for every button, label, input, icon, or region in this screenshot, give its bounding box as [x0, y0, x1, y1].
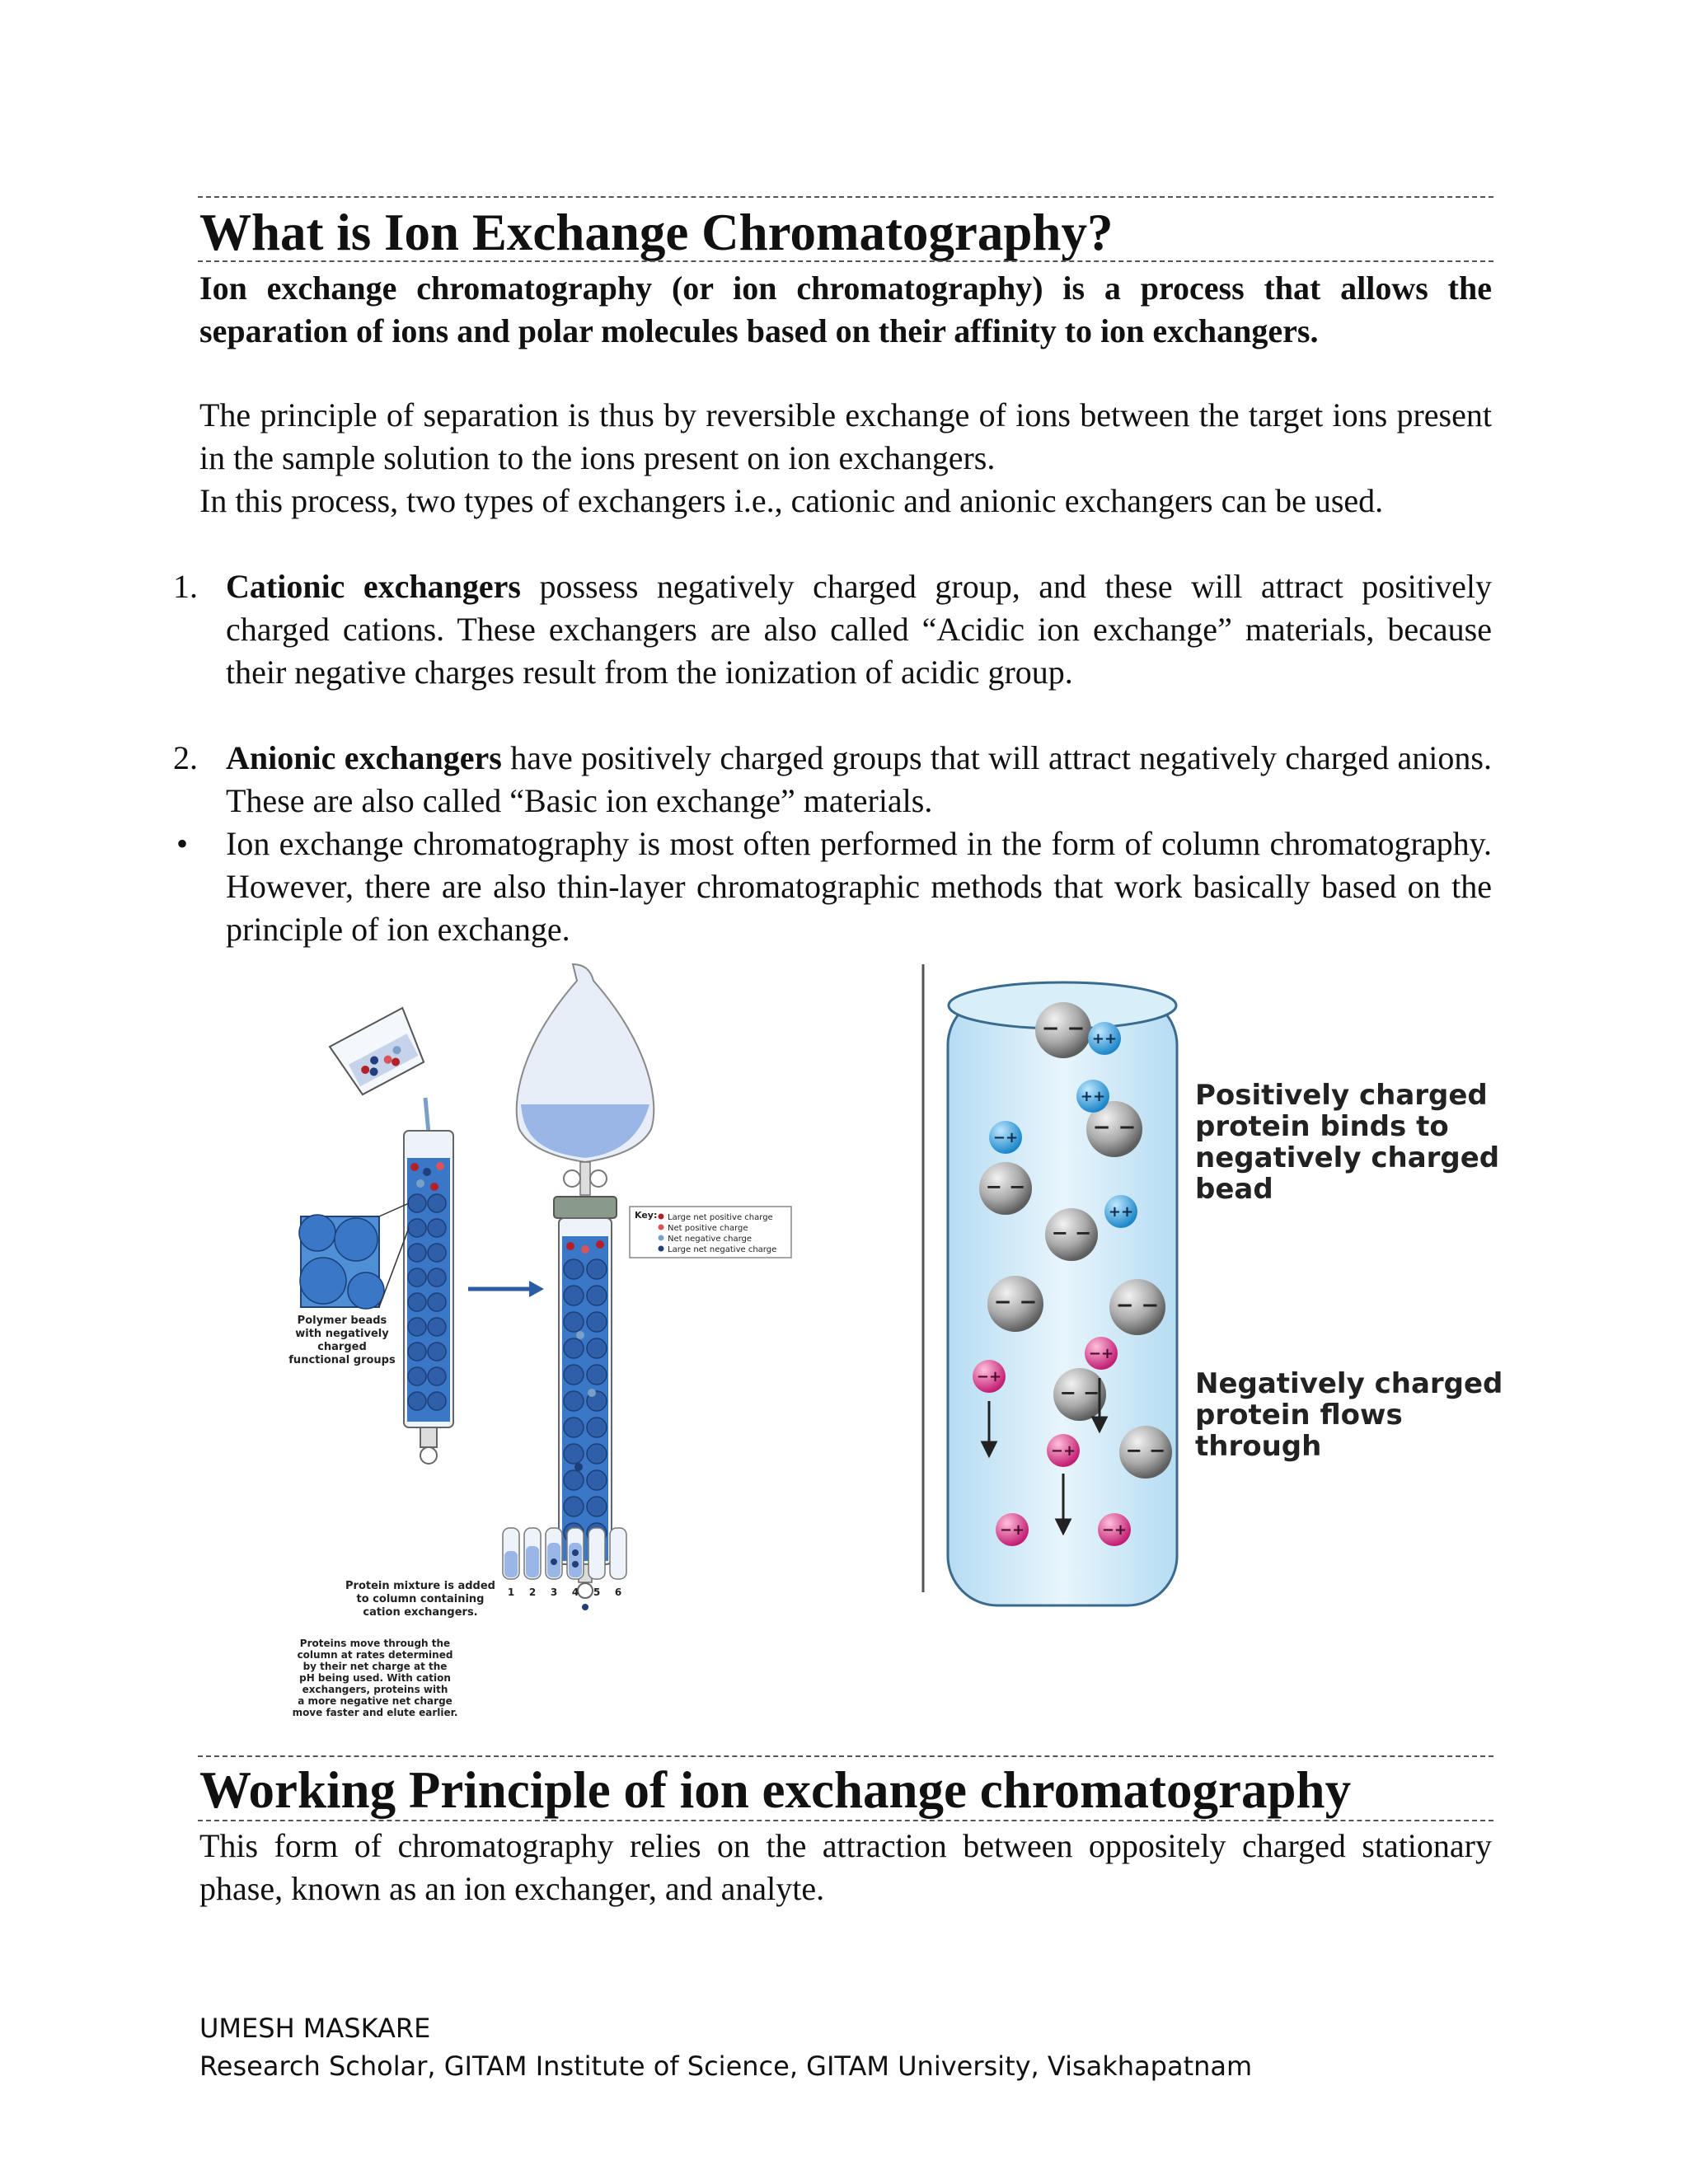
key-label: Net negative charge: [668, 1235, 753, 1244]
negative-protein: [1085, 1337, 1118, 1370]
bead-binding-diagram: [948, 982, 1503, 1605]
types-paragraph: In this process, two types of exchangers i.e., cationic and anionic exchangers can be used.: [199, 482, 1384, 519]
section2-paragraph: This form of chromatography relies on the attraction between oppositely charged stationary phase, known as an ion exchanger, and analyte.: [199, 1827, 1492, 1907]
bullet-marker: •: [176, 825, 189, 862]
positive-protein: [1076, 1080, 1109, 1113]
bottom-label-line: protein flows: [1195, 1399, 1403, 1432]
title-rule-bottom: [198, 260, 1493, 262]
top-label-line: Positively charged: [1195, 1079, 1488, 1112]
cation-exchange-column: [404, 1131, 453, 1464]
section2-rule-bottom: [198, 1820, 1493, 1821]
list-marker: 2.: [173, 739, 198, 776]
negative-bead: [979, 1162, 1032, 1215]
negative-bead: [1109, 1279, 1165, 1335]
beads-label-line: functional groups: [288, 1354, 396, 1366]
added-label-line: Protein mixture is added: [345, 1580, 495, 1592]
move-label: [293, 1638, 458, 1718]
negative-bead: [1035, 1002, 1091, 1058]
list-term: Cationic exchangers: [226, 568, 521, 605]
svg-text:−+: −+: [1050, 1442, 1076, 1460]
tube-number: 3: [550, 1586, 558, 1598]
key-label: Large net positive charge: [668, 1213, 773, 1222]
key-label: Large net negative charge: [668, 1245, 777, 1254]
svg-text:− −: − −: [985, 1175, 1026, 1198]
bottom-label-line: Negatively charged: [1195, 1367, 1503, 1400]
svg-text:− −: − −: [993, 1290, 1038, 1315]
eluting-column: [554, 1197, 617, 1610]
column-diagram: [288, 964, 791, 1718]
arrow-right-icon: [468, 1281, 544, 1297]
move-label-line: column at rates determined: [297, 1649, 453, 1661]
svg-text:++: ++: [1080, 1088, 1106, 1105]
tube-number: 2: [528, 1586, 537, 1598]
top-label-line: negatively charged: [1195, 1141, 1500, 1174]
top-label-line: bead: [1195, 1173, 1273, 1206]
svg-text:− −: − −: [1041, 1016, 1085, 1041]
svg-text:++: ++: [1091, 1030, 1118, 1047]
list-item-text: [226, 737, 1492, 823]
list-desc: possess negatively charged group, and these will attract positively charged cations. These exchangers are also called “Acidic ion exchange” materials, because their negative charges result from the ionization of acidic group.: [226, 568, 1492, 691]
tube-number: 5: [593, 1586, 601, 1598]
move-label-line: a more negative net charge: [298, 1695, 452, 1707]
tube-number: 4: [571, 1586, 579, 1598]
ion-exchange-figure: [264, 956, 1517, 1718]
negative-protein: [1047, 1434, 1080, 1467]
svg-text:− −: − −: [1092, 1115, 1137, 1140]
separatory-funnel: [517, 964, 654, 1195]
top-label: [1195, 1079, 1499, 1206]
added-label-line: to column containing: [356, 1593, 485, 1605]
magnified-beads: [288, 1203, 409, 1366]
key-label: Net positive charge: [668, 1224, 748, 1233]
negative-bead: [1045, 1208, 1098, 1261]
key-swatch: [659, 1235, 664, 1241]
title-rule-top: [198, 196, 1493, 198]
list-item-text: [226, 565, 1492, 694]
move-label-line: exchangers, proteins with: [302, 1684, 448, 1695]
negative-bead: [987, 1276, 1043, 1332]
bottom-label-line: through: [1195, 1430, 1322, 1463]
svg-text:−+: −+: [992, 1129, 1019, 1146]
svg-text:−+: −+: [1101, 1521, 1128, 1539]
section2-title: Working Principle of ion exchange chromatography: [199, 1761, 1352, 1819]
key-swatch: [659, 1214, 664, 1220]
key-swatch: [659, 1246, 664, 1252]
list-desc: have positively charged groups that will attract negatively charged anions. These are also called “Basic ion exchange” materials.: [226, 739, 1492, 819]
negative-protein: [973, 1360, 1006, 1393]
added-label-line: cation exchangers.: [363, 1606, 478, 1619]
positive-protein: [1088, 1022, 1121, 1055]
beads-label-line: with negatively: [295, 1328, 389, 1340]
svg-text:−+: −+: [999, 1521, 1025, 1539]
bottom-label: [1195, 1367, 1503, 1463]
negative-bead: [1053, 1368, 1106, 1421]
footer-name: UMESH MASKARE: [199, 2013, 431, 2044]
move-label-line: move faster and elute earlier.: [292, 1707, 458, 1718]
charge-key: [630, 1207, 791, 1258]
beaker-icon: [330, 1008, 429, 1098]
negative-protein: [996, 1513, 1029, 1546]
section2-rule-top: [198, 1755, 1493, 1757]
list-marker: 1.: [173, 568, 198, 605]
positive-protein: [1104, 1195, 1137, 1228]
svg-text:++: ++: [1108, 1203, 1134, 1221]
tube-number: 6: [614, 1586, 622, 1598]
key-swatch: [659, 1225, 664, 1230]
list-desc: Ion exchange chromatography is most often performed in the form of column chromatography. However, there are also thin-layer chromatographic methods that work basically based on the principle of ion exchange.: [226, 825, 1492, 948]
beads-label-line: Polymer beads: [297, 1315, 387, 1327]
svg-text:− −: − −: [1059, 1381, 1100, 1404]
positive-protein: [989, 1121, 1022, 1154]
beads-label-line: charged: [317, 1341, 367, 1353]
list-item-text: [226, 823, 1492, 951]
negative-bead: [1119, 1426, 1172, 1479]
svg-text:− −: − −: [1115, 1293, 1160, 1318]
top-label-line: protein binds to: [1195, 1110, 1449, 1143]
move-label-line: pH being used. With cation: [299, 1672, 451, 1684]
move-label-line: by their net charge at the: [302, 1661, 448, 1672]
section1-title: What is Ion Exchange Chromatography?: [199, 204, 1114, 261]
svg-text:− −: − −: [1051, 1221, 1092, 1244]
svg-text:− −: − −: [1125, 1439, 1166, 1462]
intro-paragraph: Ion exchange chromatography (or ion chromatography) is a process that allows the separation of ions and polar molecules based on their affinity to ion exchangers.: [199, 269, 1492, 349]
tube-number: 1: [507, 1586, 515, 1598]
negative-protein: [1098, 1513, 1131, 1546]
list-term: Anionic exchangers: [226, 739, 502, 776]
key-title: Key:: [635, 1210, 658, 1221]
footer-affiliation: Research Scholar, GITAM Institute of Science, GITAM University, Visakhapatnam: [199, 2050, 1253, 2082]
svg-text:−+: −+: [1088, 1345, 1114, 1362]
principle-paragraph: The principle of separation is thus by reversible exchange of ions between the target ions present in the sample solution to the ions present on ion exchangers.: [199, 396, 1492, 476]
svg-text:−+: −+: [976, 1368, 1002, 1385]
move-label-line: Proteins move through the: [299, 1638, 451, 1649]
